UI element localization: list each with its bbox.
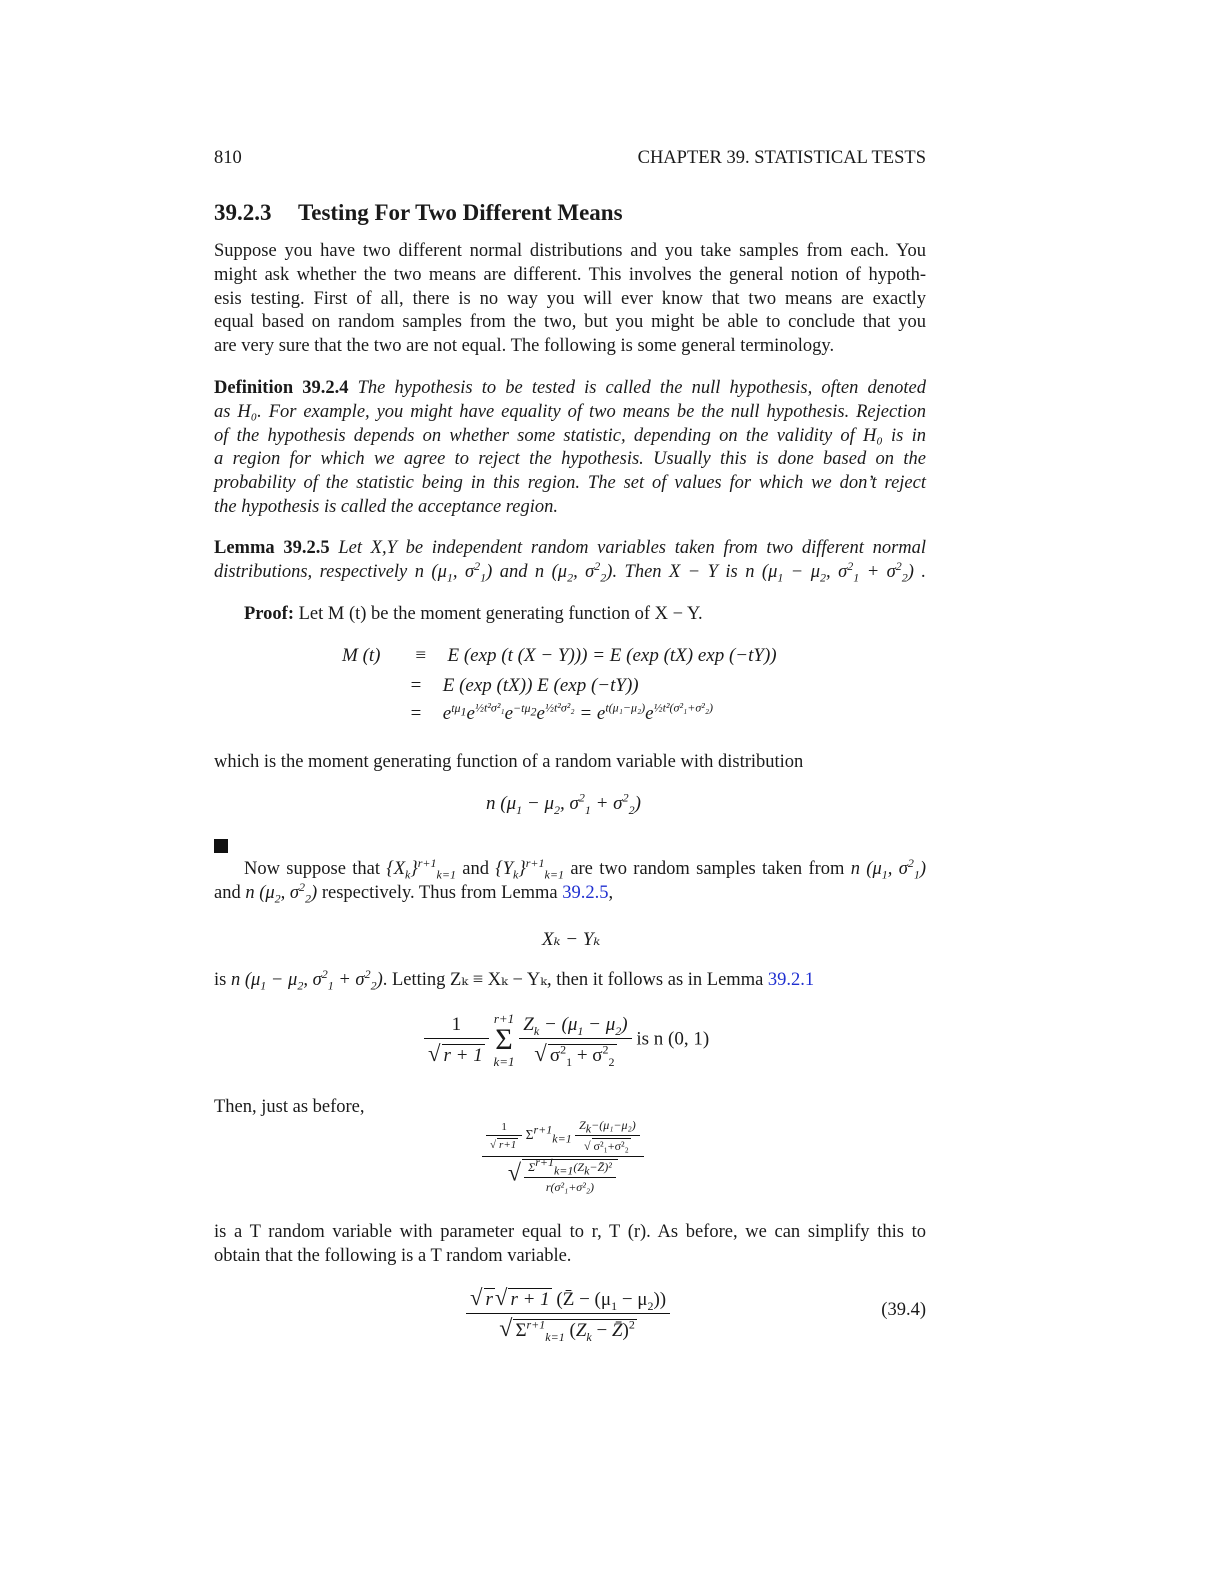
text-line: the hypothesis is called the acceptance region. [214, 496, 559, 517]
proof-text: Let M (t) be the moment generating function of X − Y. [298, 604, 703, 624]
mgf-lhs: M (t) [342, 645, 381, 666]
lemma-block [214, 537, 926, 585]
equation: $e^{t\mu_1}e^{\frac{1}{2}t^2\sigma^2_1}e^{-t\mu_2}e^{\frac{1}{2}t^2\sigma^2_2} = e^{t(\mu_1-\mu_2)}e^{\frac{1}{2}t^2(\sigma^2_1+\sigma^2_2)}$ [442, 700, 714, 724]
equation: E (exp (t (X − Y))) = E (exp (tX) exp (−tY)) [447, 645, 777, 666]
align-row-1 [342, 645, 777, 667]
equation-number: (39.4) [881, 1300, 926, 1320]
math: $\{X_k\}^{r+1}_{k=1}$ [386, 855, 456, 882]
text-line: Let X,Y be independent random variables taken from two different normal [338, 538, 927, 558]
t-paragraph [214, 1221, 926, 1269]
text-line: obtain that the following is a T random variable. [214, 1245, 572, 1266]
align-row-3 [394, 700, 714, 725]
lemma-label: Lemma 39.2.5 [214, 538, 330, 558]
text-line: distributions, respectively [214, 561, 408, 582]
math: $\{Y_k\}^{r+1}_{k=1}$ [495, 855, 564, 882]
text-line: and [499, 561, 528, 582]
equation: E (exp (tX)) E (exp (−tY)) [442, 675, 639, 696]
text-line: a region for which we agree to reject the hypothesis. Usually this is done based on the [214, 449, 926, 470]
relation: = [410, 675, 422, 696]
mgf-text: which is the moment generating function of a random variable with distribution [214, 752, 804, 772]
text-line: Suppose you have two different normal distributions and you take samples from each. You [214, 241, 926, 261]
math: n ($\mu_1$, $\sigma^2_1$) [414, 558, 493, 585]
distribution-display: n ($\mu_1 - \mu_2$, $\sigma^2_1 + \sigma^2_2$) [486, 790, 641, 817]
lemma-link[interactable]: 39.2.5 [562, 882, 609, 903]
intro-paragraph [214, 240, 926, 359]
math: n ($\mu_1$, $\sigma^2_1$) [850, 855, 927, 882]
text-line: might ask whether the two means are different. This involves the general notion of hypoth- [214, 264, 926, 285]
t-statistic-display: $\frac{1}{√ r+1}$ $\Sigma^{r+1}_{k=1}$ $\frac{Z_k-(\mu_1-\mu_2)}{\text{√ σ²₁+σ²₂}}$ √ $\frac{\Sigma^{r+1}_{k=1}(Z_k-Z̄)^2}{\text{r(σ²₁+σ²₂)}}$ [482, 1118, 644, 1195]
is-n01: is n (0, 1) [636, 1028, 710, 1050]
proof-line [244, 603, 926, 627]
page [214, 0, 926, 1584]
text-line: probability of the statistic being in this region. The set of values for which we don’t reject [214, 473, 926, 494]
relation: ≡ [415, 645, 427, 666]
text-line: is a T random variable with parameter equal to r, T (r). As before, we can simplify this to [214, 1222, 926, 1242]
then-text: Then, just as before, [214, 1097, 365, 1117]
page-number: 810 [214, 148, 242, 168]
section-number: 39.2.3 [214, 200, 272, 225]
xk-minus-yk-display: Xₖ − Yₖ [542, 929, 601, 950]
text-line: esis testing. First of all, there is no way you will ever know that two means are exactly [214, 288, 926, 309]
section-title: Testing For Two Different Means [298, 200, 623, 225]
text-line: are very sure that the two are not equal. The following is some general terminology. [214, 336, 835, 357]
align-row-2 [394, 675, 639, 697]
samples-paragraph: Now suppose that $\{X_k\}^{r+1}_{k=1}$ and $\{Y_k\}^{r+1}_{k=1}$ are two random samples taken from n ($\mu_1$, $\sigma^2_1$) and n ($\mu_2$, $\sigma^2_2$) respectively. Thus from Lemma 39.2.5, [214, 855, 927, 906]
equation-39-4: $\frac{√ r√ r + 1 (Z̄ - (\mu_1 - \mu_2))}{√ \Sigma^{r+1}_{k=1} (Z_k - Z̄)^2}$ [466, 1285, 670, 1343]
proof-label: Proof: [244, 604, 294, 624]
math: n ($\mu_1 - \mu_2$, $\sigma^2_1 + \sigma^2_2$) . [745, 558, 927, 585]
text-line: The hypothesis to be tested is called the null hypothesis, often denoted [357, 378, 927, 398]
text-line: equal based on random samples from the two, but you might be able to conclude that you [214, 312, 926, 333]
math: n ($\mu_1 - \mu_2$, $\sigma^2_1 + \sigma^2_2$) [230, 966, 383, 993]
math: n ($\mu_2$, $\sigma^2_2$) [245, 879, 318, 906]
section-heading [214, 200, 623, 226]
definition-label: Definition 39.2.4 [214, 378, 349, 398]
text-line: as H₀. For example, you might have equality of two means be the null hypothesis. Rejection [214, 401, 926, 422]
text-line: of the hypothesis depends on whether some statistic, depending on the validity of H₀ is in [214, 425, 926, 446]
chapter-title: CHAPTER 39. STATISTICAL TESTS [637, 148, 926, 168]
letting-zk-paragraph: is n ($\mu_1 - \mu_2$, $\sigma^2_1 + \sigma^2_2$). Letting Zₖ ≡ Xₖ − Yₖ, then it follows as in Lemma 39.2.1 [214, 966, 815, 993]
qed-square [214, 839, 228, 853]
lemma-link[interactable]: 39.2.1 [767, 970, 815, 990]
sum-display: $\frac{1}{√ r + 1}$ r+1 Σ k=1 $\frac{Z_k - (\mu_1 - \mu_2)}{√ \sigma^2_1 + \sigma^2_2}$ is n (0, 1) [424, 1012, 709, 1068]
math: n ($\mu_2$, $\sigma^2_2$) [534, 558, 613, 585]
relation: = [410, 703, 422, 724]
text-line: . Then X − Y is [612, 561, 738, 582]
definition-block [214, 377, 926, 520]
